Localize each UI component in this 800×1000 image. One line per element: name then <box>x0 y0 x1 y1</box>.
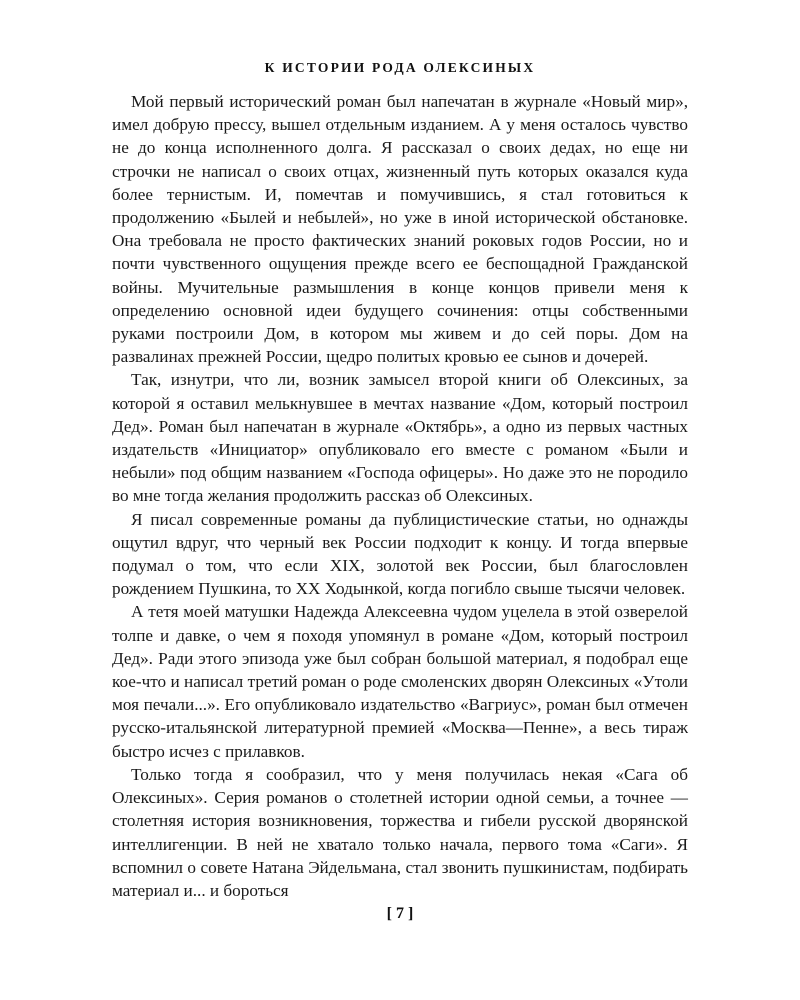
paragraph: Мой первый исторический роман был напечатан в журнале «Новый мир», имел добрую прессу, вышел отдельным изданием. А у меня осталось чувство не до конца исполненного долга. Я рассказал о своих дедах, но еще ни строчки не написал о своих отцах, жизненный путь которых оказался куда более тернистым. И, помечтав и помучившись, я стал готовиться к продолжению «Былей и небылей», но уже в иной исторической обстановке. Она требовала не просто фактических знаний роковых годов России, но и почти чувственного ощущения прежде всего ее беспощадной Гражданской войны. Мучительные размышления в конце концов привели меня к определению основной идеи будущего сочинения: отцы собственными руками построили Дом, в котором мы живем и до сей поры. Дом на развалинах прежней России, щедро политых кровью ее сынов и дочерей. <box>112 92 688 367</box>
paragraph: Я писал современные романы да публицистические статьи, но однажды ощутил вдруг, что черный век России подходит к концу. И тогда впервые подумал о том, что если XIX, золотой век России, был благословлен рождением Пушкина, то XX Ходынкой, когда погибло свыше тысячи человек. <box>112 509 688 599</box>
paragraph: Только тогда я сообразил, что у меня получилась некая «Сага об Олексиных». Серия романов о столетней истории одной семьи, а точнее — столетняя история возникновения, торжества и гибели русской дворянской интеллигенции. В ней не хватало только начала, первого тома «Саги». Я вспомнил о совете Натана Эйдельмана, стал звонить пушкинистам, подбирать материал и... и бороться <box>112 764 688 900</box>
running-header: К ИСТОРИИ РОДА ОЛЕКСИНЫХ <box>264 60 536 75</box>
paragraph: А тетя моей матушки Надежда Алексеевна чудом уцелела в этой озверелой толпе и давке, о чем я походя упомянул в романе «Дом, который построил Дед». Ради этого эпизода уже был собран большой материал, я подобрал еще кое-что и написал третий роман о роде смоленских дворян Олексиных «Утоли моя печали...». Его опубликовало издательство «Вагриус», роман был отмечен русско-итальянской литературной премией «Москва—Пенне», а весь тираж быстро исчез с прилавков. <box>112 602 688 761</box>
body-text <box>112 90 688 902</box>
book-page <box>112 60 688 902</box>
paragraph: Так, изнутри, что ли, возник замысел второй книги об Олексиных, за которой я оставил мелькнувшее в мечтах название «Дом, который построил Дед». Роман был напечатан в журнале «Октябрь», а одно из первых частных издательств «Инициатор» опубликовало его вместе с романом «Были и небыли» под общим названием «Господа офицеры». Но даже это не породило во мне тогда желания продолжить рассказ об Олексиных. <box>112 370 688 506</box>
page-number: [ 7 ] <box>386 905 414 922</box>
